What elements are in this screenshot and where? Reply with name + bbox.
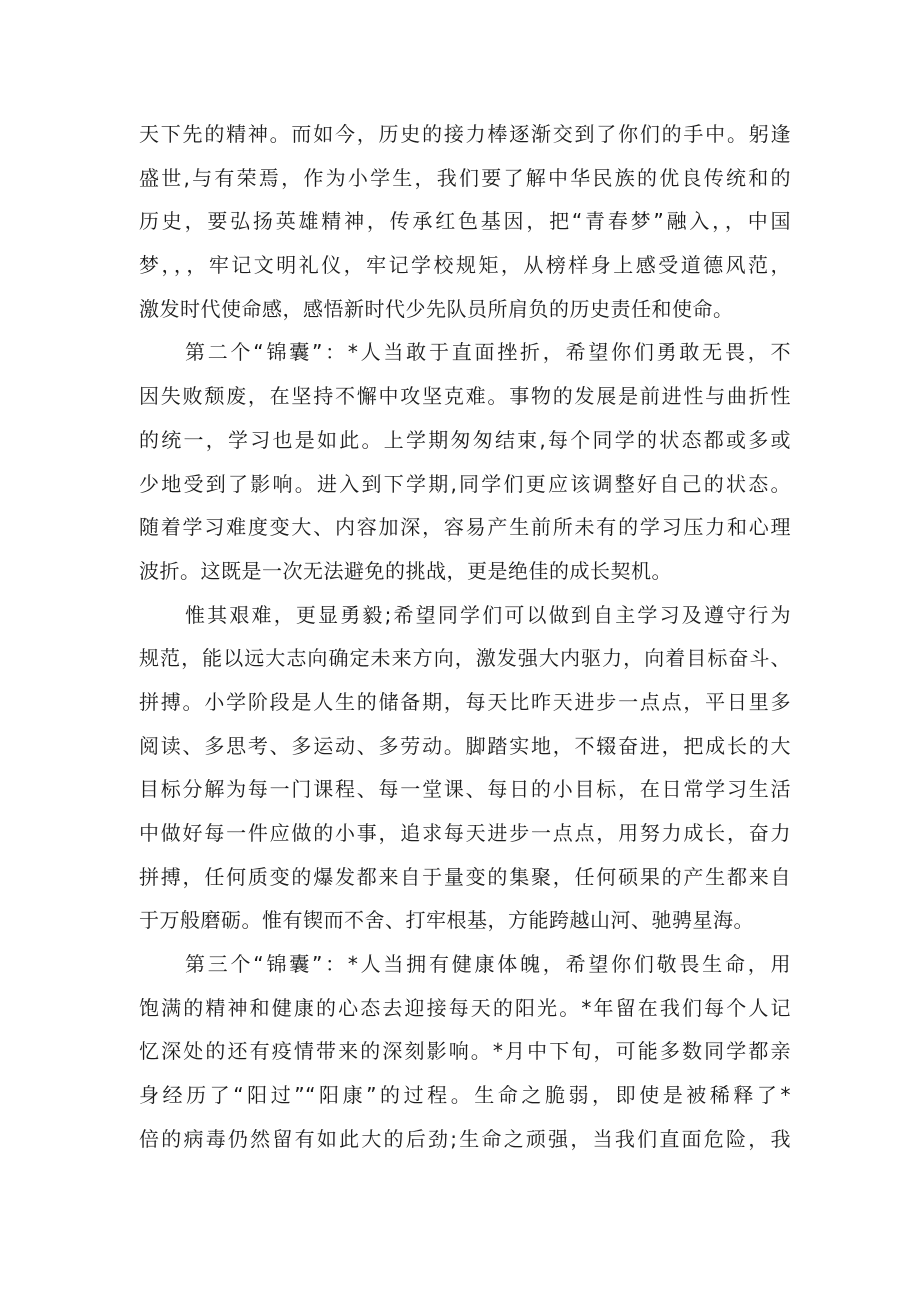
text-line: 于万般磨砺。惟有锲而不舍、打牢根基，方能跨越山河、驰骋星海。 [139, 908, 754, 933]
text-line: 激发时代使命感，感悟新时代少先队员所肩负的历史责任和使命。 [139, 296, 734, 321]
text-line: 第三个“锦囊”：*人当拥有健康体魄，希望你们敬畏生命，用 [185, 952, 791, 977]
text-line: 天下先的精神。而如今，历史的接力棒逐渐交到了你们的手中。躬逢 [139, 122, 791, 146]
paragraph-1 [139, 113, 791, 331]
text-line: 饱满的精神和健康的心态去迎接每天的阳光。*年留在我们每个人记 [139, 995, 791, 1020]
text-line: 规范，能以远大志向确定未来方向，激发强大内驱力，向着目标奋斗、 [139, 646, 791, 671]
text-line: 拼搏。小学阶段是人生的储备期，每天比昨天进步一点点，平日里多 [139, 689, 791, 714]
text-line: 第二个“锦囊”：*人当敢于直面挫折，希望你们勇敢无畏，不 [185, 340, 791, 365]
text-line: 盛世,与有荣焉，作为小学生，我们要了解中华民族的优良传统和的 [139, 165, 791, 190]
text-line: 目标分解为每一门课程、每一堂课、每日的小目标，在日常学习生活 [139, 777, 791, 802]
text-line: 历史，要弘扬英雄精神，传承红色基因，把“青春梦”融入，，中国 [139, 209, 791, 234]
text-line: 惟其艰难，更显勇毅;希望同学们可以做到自主学习及遵守行为 [185, 602, 791, 627]
text-line: 倍的病毒仍然留有如此大的后劲;生命之顽强，当我们直面危险，我 [139, 1126, 791, 1151]
text-line: 拼搏，任何质变的爆发都来自于量变的集聚，任何硕果的产生都来自 [139, 864, 791, 889]
paragraph-2 [139, 331, 791, 593]
text-line: 少地受到了影响。进入到下学期,同学们更应该调整好自己的状态。 [139, 471, 791, 496]
text-line: 忆深处的还有疫情带来的深刻影响。*月中下旬，可能多数同学都亲 [139, 1039, 791, 1064]
text-line: 阅读、多思考、多运动、多劳动。脚踏实地，不辍奋进，把成长的大 [139, 733, 791, 758]
paragraph-3 [139, 594, 791, 944]
text-line: 中做好每一件应做的小事，追求每天进步一点点，用努力成长，奋力 [139, 821, 791, 845]
text-line: 的统一，学习也是如此。上学期匆匆结束,每个同学的状态都或多或 [139, 427, 791, 452]
body-text [139, 113, 791, 1162]
text-line: 身经历了“阳过”“阳康”的过程。生命之脆弱，即使是被稀释了* [139, 1083, 791, 1108]
paragraph-4 [139, 943, 791, 1161]
text-line: 随着学习难度变大、内容加深，容易产生前所未有的学习压力和心理 [139, 515, 791, 540]
text-line: 梦，，，牢记文明礼仪，牢记学校规矩，从榜样身上感受道德风范， [139, 253, 791, 278]
text-line: 因失败颓废，在坚持不懈中攻坚克难。事物的发展是前进性与曲折性 [139, 384, 791, 409]
text-line: 波折。这既是一次无法避免的挑战，更是绝佳的成长契机。 [139, 558, 672, 583]
